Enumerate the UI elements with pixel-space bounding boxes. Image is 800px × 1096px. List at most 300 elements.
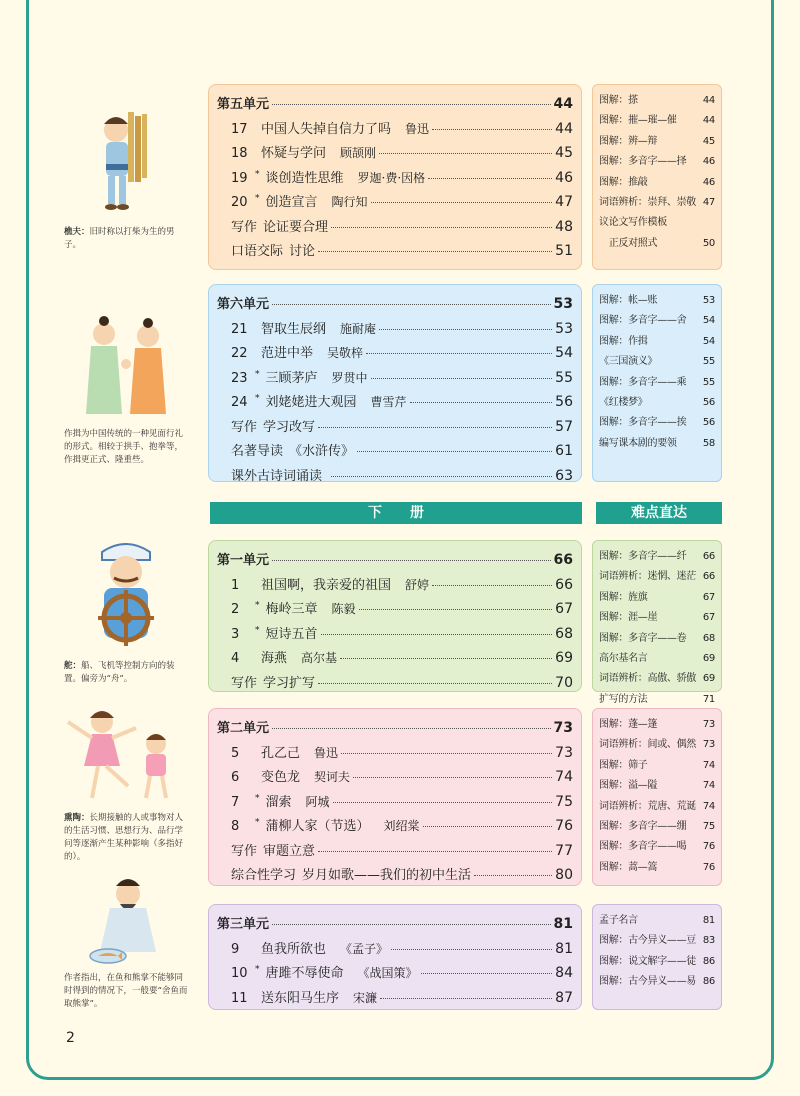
leader-dots [272, 924, 551, 925]
difficulty-page: 58 [702, 437, 715, 449]
difficulty-entry [599, 332, 715, 352]
unit-page: 66 [553, 552, 573, 568]
toc-entry [217, 318, 573, 343]
entry-number: 19 [231, 170, 248, 186]
difficulty-page: 66 [702, 571, 715, 583]
entry-number: 7 [231, 794, 240, 810]
difficulty-label: 词语辨析：荒唐、荒诞 [599, 800, 696, 812]
difficulty-page: 74 [702, 780, 715, 792]
entry-page: 53 [555, 320, 573, 337]
toc-entry [217, 416, 573, 441]
difficulty-page: 74 [702, 759, 715, 771]
toc-entry [217, 864, 573, 889]
entry-number: 1 [231, 577, 240, 593]
difficulty-label: 图解：涯—崖 [599, 612, 658, 624]
entry-title: 创造宣言 [265, 195, 318, 210]
difficulty-page: 71 [702, 693, 715, 705]
difficulty-label: 扩写的方法 [599, 693, 648, 705]
optional-marker: * [255, 169, 260, 180]
entry-page: 81 [555, 940, 573, 957]
difficulty-entry [599, 91, 715, 111]
entry-author: 舒婷 [405, 577, 430, 592]
optional-marker: * [255, 369, 260, 380]
difficulty-label: 图解：作揖 [599, 335, 648, 347]
toc-entry [217, 167, 573, 192]
unit-heading-row [217, 717, 573, 742]
entry-number: 写作 [231, 675, 258, 691]
difficulty-page: 50 [702, 237, 715, 249]
difficulty-label: 图解：帐—账 [599, 295, 658, 306]
caption-woodcutter: 樵夫：旧时称以打柴为生的男子。 [64, 227, 175, 250]
difficulty-page: 66 [702, 551, 715, 562]
difficulty-label: 正反对照式 [599, 237, 658, 249]
difficulty-page: 54 [702, 315, 715, 327]
difficulty-page: 67 [702, 591, 715, 603]
entry-label [231, 574, 429, 593]
unit-heading-row [217, 913, 573, 938]
difficulty-entry [599, 291, 715, 311]
difficulty-label: 图解：筛子 [599, 759, 648, 771]
entry-author: 曹雪芹 [370, 395, 407, 409]
leader-dots [371, 378, 553, 379]
unit-box-1 [208, 540, 582, 692]
entry-label [231, 647, 337, 666]
entry-number: 5 [231, 745, 240, 761]
entry-label [231, 987, 377, 1006]
toc-entry [217, 465, 573, 490]
optional-marker: * [255, 817, 260, 828]
difficulty-label: 《红楼梦》 [599, 396, 648, 408]
entry-title: 三顾茅庐 [265, 370, 318, 386]
leader-dots [379, 153, 552, 154]
entry-label [231, 815, 420, 834]
entry-number: 24 [231, 395, 248, 410]
leader-dots [380, 998, 552, 999]
woodcutter-illustration [62, 108, 186, 218]
entry-title: 海燕 [261, 651, 288, 666]
difficulty-entry [599, 434, 715, 454]
entry-label [231, 342, 363, 361]
difficulty-entry [599, 776, 715, 796]
entry-label [231, 367, 368, 386]
difficulty-entry [599, 567, 715, 587]
optional-marker: * [255, 625, 260, 636]
difficulty-page: 53 [702, 295, 715, 306]
entry-title: 论证要合理 [263, 219, 329, 235]
entry-number: 11 [231, 990, 248, 1006]
entry-title: 蒲柳人家（节选） [265, 819, 370, 834]
entry-title: 《水浒传》 [289, 444, 355, 459]
entry-page: 48 [555, 218, 573, 235]
entry-label [231, 938, 388, 957]
entry-author: 陶行知 [331, 195, 368, 209]
leader-dots [366, 353, 552, 354]
difficulty-entry [599, 234, 715, 254]
difficulty-label: 图解：搽 [599, 95, 638, 106]
optional-marker: * [255, 600, 260, 611]
unit-page: 81 [553, 916, 573, 932]
unit-title: 第五单元 [217, 97, 270, 112]
difficulty-page: 75 [702, 820, 715, 832]
difficulty-entry [599, 152, 715, 172]
entry-number: 3 [231, 626, 240, 642]
unit-title: 第二单元 [217, 721, 270, 736]
entry-label [231, 167, 425, 186]
entry-label [231, 766, 350, 785]
entry-title: 唐雎不辱使命 [265, 966, 344, 981]
unit-heading-row [217, 293, 573, 318]
leader-dots [318, 427, 552, 428]
difficulty-page: 54 [702, 335, 715, 347]
entry-page: 67 [555, 601, 573, 617]
difficulty-page: 69 [702, 652, 715, 664]
leader-dots [321, 634, 553, 635]
entry-title: 学习扩写 [263, 675, 316, 691]
entry-number: 22 [231, 346, 248, 361]
difficulty-entry [599, 193, 715, 213]
entry-number: 10 [231, 966, 248, 981]
entry-page: 74 [555, 769, 573, 785]
difficulty-entry [599, 213, 715, 233]
difficulty-entry [599, 952, 715, 972]
difficulty-page: 44 [702, 95, 715, 106]
difficulty-entry [599, 911, 715, 931]
leader-dots [341, 753, 552, 754]
difficulty-label: 图解：说文解字——徒 [599, 955, 696, 967]
difficulty-page: 83 [702, 935, 715, 947]
entry-author: 《战国策》 [357, 966, 418, 980]
difficulty-page: 76 [702, 841, 715, 853]
toc-entry [217, 342, 573, 367]
leader-dots [331, 476, 552, 477]
toc-entry [217, 962, 573, 987]
difficulty-label: 图解：多音字——喝 [599, 841, 687, 853]
entry-page: 87 [555, 989, 573, 1006]
leader-dots [272, 728, 551, 729]
difficulty-entry [599, 735, 715, 755]
toc-entry [217, 672, 573, 697]
difficulty-entry [599, 608, 715, 628]
caption-xuntao: 熏陶：长期接触的人或事物对人的生活习惯、思想行为、品行学问等逐渐产生某种影响（多指好的）。 [64, 813, 184, 862]
entry-page: 70 [555, 674, 573, 691]
difficulty-label: 图解：多音字——绷 [599, 820, 687, 832]
difficulty-entry [599, 797, 715, 817]
toc-entry [217, 391, 573, 416]
difficulty-label: 编写课本剧的要领 [599, 437, 677, 449]
toc-entry [217, 440, 573, 465]
difficulty-label: 图解：多音字——乘 [599, 376, 687, 388]
toc-entry [217, 367, 573, 392]
entry-number: 写作 [231, 219, 258, 235]
difficulty-label: 图解：推敲 [599, 176, 648, 188]
difficulty-page: 76 [702, 861, 715, 873]
entry-title: 短诗五首 [265, 626, 318, 642]
entry-number: 名著导读 [231, 444, 284, 459]
leader-dots [331, 227, 552, 228]
entry-title: 讨论 [289, 244, 316, 259]
caption-rudder: 舵：船、飞机等控制方向的装置。偏旁为“舟”。 [64, 661, 175, 684]
difficulty-label: 议论文写作模板 [599, 217, 667, 229]
entry-label [231, 440, 354, 459]
difficulty-label: 词语辨析：迷惘、迷茫 [599, 571, 696, 583]
difficulty-entry [599, 858, 715, 878]
unit-box-3 [208, 904, 582, 1010]
difficulty-label: 图解：辨—辩 [599, 135, 658, 147]
entry-page: 63 [555, 467, 573, 484]
difficulty-entry [599, 588, 715, 608]
leader-dots [410, 402, 553, 403]
difficulty-page: 55 [702, 356, 715, 368]
entry-page: 80 [555, 867, 573, 883]
optional-marker: * [255, 964, 260, 975]
difficulty-page: 81 [702, 915, 715, 926]
difficulty-entry [599, 649, 715, 669]
dancing-children-illustration [62, 700, 186, 804]
entry-label [231, 598, 356, 617]
optional-marker: * [255, 393, 260, 404]
entry-author: 阿城 [305, 794, 330, 809]
leader-dots [423, 826, 553, 827]
entry-number: 18 [231, 146, 248, 161]
entry-title: 中国人失掉自信力了吗 [261, 121, 392, 137]
difficulty-entry [599, 373, 715, 393]
difficulty-entry [599, 669, 715, 689]
entry-author: 吴敬梓 [327, 346, 364, 360]
entry-page: 54 [555, 345, 573, 361]
leader-dots [474, 875, 552, 876]
unit-heading-row [217, 549, 573, 574]
entry-page: 76 [555, 818, 573, 834]
entry-title: 审题立意 [263, 843, 316, 859]
entry-label [231, 623, 318, 642]
entry-label [231, 416, 315, 435]
entry-page: 69 [555, 650, 573, 666]
difficulty-label: 图解：摧—璀—催 [599, 115, 677, 127]
difficulty-page: 67 [702, 612, 715, 624]
side-box-3 [592, 904, 722, 1010]
difficulty-page: 47 [702, 196, 715, 208]
side-box-5 [592, 84, 722, 270]
entry-author: 施耐庵 [340, 321, 377, 336]
entry-label [231, 191, 368, 210]
entry-author: 罗迦·费·因格 [357, 170, 426, 185]
difficulty-entry [599, 173, 715, 193]
entry-label [231, 142, 376, 161]
leader-dots [333, 802, 553, 803]
page-number: 2 [66, 1030, 75, 1046]
difficulty-page: 46 [702, 156, 715, 168]
unit-heading-row [217, 93, 573, 118]
side-box-1 [592, 540, 722, 705]
difficulty-entry [599, 837, 715, 857]
difficulty-page: 73 [702, 739, 715, 751]
unit-page: 73 [553, 720, 573, 736]
toc-entry [217, 118, 573, 143]
unit-box-6 [208, 284, 582, 482]
entry-page: 44 [555, 120, 573, 137]
entry-number: 6 [231, 770, 240, 785]
unit-box-2 [208, 708, 582, 886]
difficulty-entry [599, 715, 715, 735]
difficulty-label: 词语辨析：崇拜、崇敬 [599, 196, 696, 208]
toc-entry [217, 598, 573, 623]
entry-page: 66 [555, 576, 573, 593]
caption-zuoyi: 作揖为中国传统的一种见面行礼的形式。相较于拱手、抱拳等，作揖更正式、隆重些。 [64, 429, 184, 465]
entry-title: 送东阳马生序 [261, 990, 340, 1006]
difficulty-entry [599, 817, 715, 837]
difficulty-entry [599, 547, 715, 567]
entry-author: 鲁迅 [314, 745, 339, 760]
entry-page: 84 [555, 965, 573, 981]
entry-title: 孔乙己 [261, 745, 301, 761]
difficulty-label: 词语辨析：间或、偶然 [599, 739, 696, 751]
toc-entry [217, 815, 573, 840]
entry-author: 契诃夫 [314, 770, 351, 784]
leader-dots [272, 560, 551, 561]
entry-number: 17 [231, 121, 248, 137]
difficulty-page: 73 [702, 719, 715, 730]
difficulty-page: 56 [702, 417, 715, 429]
caption-fish-bear: 作者指出，在鱼和熊掌不能够同时得到的情况下，一般要“舍鱼而取熊掌”。 [64, 973, 188, 1009]
entry-author: 罗贯中 [331, 370, 368, 385]
entry-author: 刘绍棠 [383, 819, 420, 833]
leader-dots [353, 777, 552, 778]
helmsman-illustration [62, 538, 186, 650]
entry-title: 范进中举 [261, 346, 314, 361]
leader-dots [432, 129, 552, 130]
entry-label [231, 118, 429, 137]
difficulty-label: 图解：蒿—篙 [599, 861, 658, 873]
entry-title: 刘姥姥进大观园 [265, 395, 357, 410]
entry-author: 《孟子》 [340, 941, 389, 956]
entry-author: 顾颉刚 [340, 146, 377, 160]
entry-title: 怀疑与学问 [261, 146, 327, 161]
entry-number: 4 [231, 651, 240, 666]
toc-entry [217, 623, 573, 648]
difficulty-label: 图解：溢—隘 [599, 780, 658, 792]
entry-label [231, 391, 407, 410]
difficulty-entry [599, 311, 715, 331]
difficulty-page: 44 [702, 115, 715, 127]
difficulty-label: 图解：多音字——择 [599, 156, 687, 168]
difficulty-banner: 难点直达 [596, 502, 722, 524]
optional-marker: * [255, 193, 260, 204]
difficulty-label: 图解：古今异义——易 [599, 976, 696, 988]
leader-dots [391, 949, 552, 950]
difficulty-label: 《三国演义》 [599, 356, 658, 368]
leader-dots [421, 973, 553, 974]
leader-dots [371, 202, 553, 203]
entry-number: 2 [231, 602, 240, 617]
entry-title: 梅岭三章 [265, 602, 318, 617]
leader-dots [432, 585, 552, 586]
difficulty-entry [599, 629, 715, 649]
difficulty-entry [599, 132, 715, 152]
difficulty-label: 图解：多音字——舍 [599, 315, 687, 327]
difficulty-label: 图解：多音字——挨 [599, 417, 687, 429]
optional-marker: * [255, 793, 260, 804]
difficulty-entry [599, 756, 715, 776]
entry-label [231, 864, 471, 883]
difficulty-entry [599, 972, 715, 992]
toc-entry [217, 938, 573, 963]
difficulty-page: 86 [702, 955, 715, 967]
toc-entry [217, 574, 573, 599]
entry-title: 变色龙 [261, 770, 301, 785]
side-box-6 [592, 284, 722, 482]
entry-number: 课外古诗词诵读 [231, 468, 323, 484]
entry-title: 祖国啊，我亲爱的祖国 [261, 577, 392, 593]
leader-dots [318, 251, 552, 252]
entry-label [231, 216, 328, 235]
difficulty-entry [599, 413, 715, 433]
entry-number: 20 [231, 195, 248, 210]
entry-label [231, 962, 418, 981]
unit-box-5 [208, 84, 582, 270]
difficulty-label: 词语辨析：高傲、骄傲 [599, 673, 696, 685]
entry-title: 智取生辰纲 [261, 321, 327, 337]
difficulty-page: 55 [702, 376, 715, 388]
difficulty-label: 孟子名言 [599, 915, 638, 926]
difficulty-page: 74 [702, 800, 715, 812]
toc-entry [217, 840, 573, 865]
leader-dots [272, 304, 551, 305]
leader-dots [272, 104, 551, 105]
unit-page: 53 [553, 296, 573, 312]
unit-title: 第一单元 [217, 553, 270, 568]
entry-author: 高尔基 [301, 651, 338, 665]
difficulty-page: 69 [702, 673, 715, 685]
entry-title: 学习改写 [263, 419, 316, 435]
toc-entry [217, 191, 573, 216]
difficulty-entry [599, 931, 715, 951]
entry-page: 45 [555, 145, 573, 161]
entry-number: 写作 [231, 419, 258, 435]
entry-page: 56 [555, 394, 573, 410]
difficulty-entry [599, 393, 715, 413]
leader-dots [357, 451, 552, 452]
difficulty-page: 45 [702, 135, 715, 147]
toc-entry [217, 647, 573, 672]
difficulty-page: 56 [702, 396, 715, 408]
entry-number: 21 [231, 321, 248, 337]
entry-title: 鱼我所欲也 [261, 941, 327, 957]
leader-dots [340, 658, 552, 659]
entry-page: 77 [555, 842, 573, 859]
difficulty-label: 图解：多音字——纤 [599, 551, 687, 562]
entry-page: 57 [555, 418, 573, 435]
unit-page: 44 [553, 96, 573, 112]
entry-page: 68 [555, 625, 573, 642]
toc-entry [217, 987, 573, 1012]
entry-label [231, 742, 338, 761]
toc-entry [217, 791, 573, 816]
entry-label [231, 840, 315, 859]
entry-author: 鲁迅 [405, 121, 430, 136]
difficulty-page: 86 [702, 976, 715, 988]
entry-number: 综合性学习 [231, 868, 297, 883]
volume-banner: 下 册 [210, 502, 582, 524]
leader-dots [379, 329, 552, 330]
leader-dots [428, 178, 552, 179]
entry-title: 岁月如歌——我们的初中生活 [302, 868, 472, 883]
unit-title: 第六单元 [217, 297, 270, 312]
difficulty-page: 68 [702, 632, 715, 644]
unit-title: 第三单元 [217, 917, 270, 932]
entry-page: 51 [555, 243, 573, 259]
toc-entry [217, 742, 573, 767]
difficulty-entry [599, 352, 715, 372]
